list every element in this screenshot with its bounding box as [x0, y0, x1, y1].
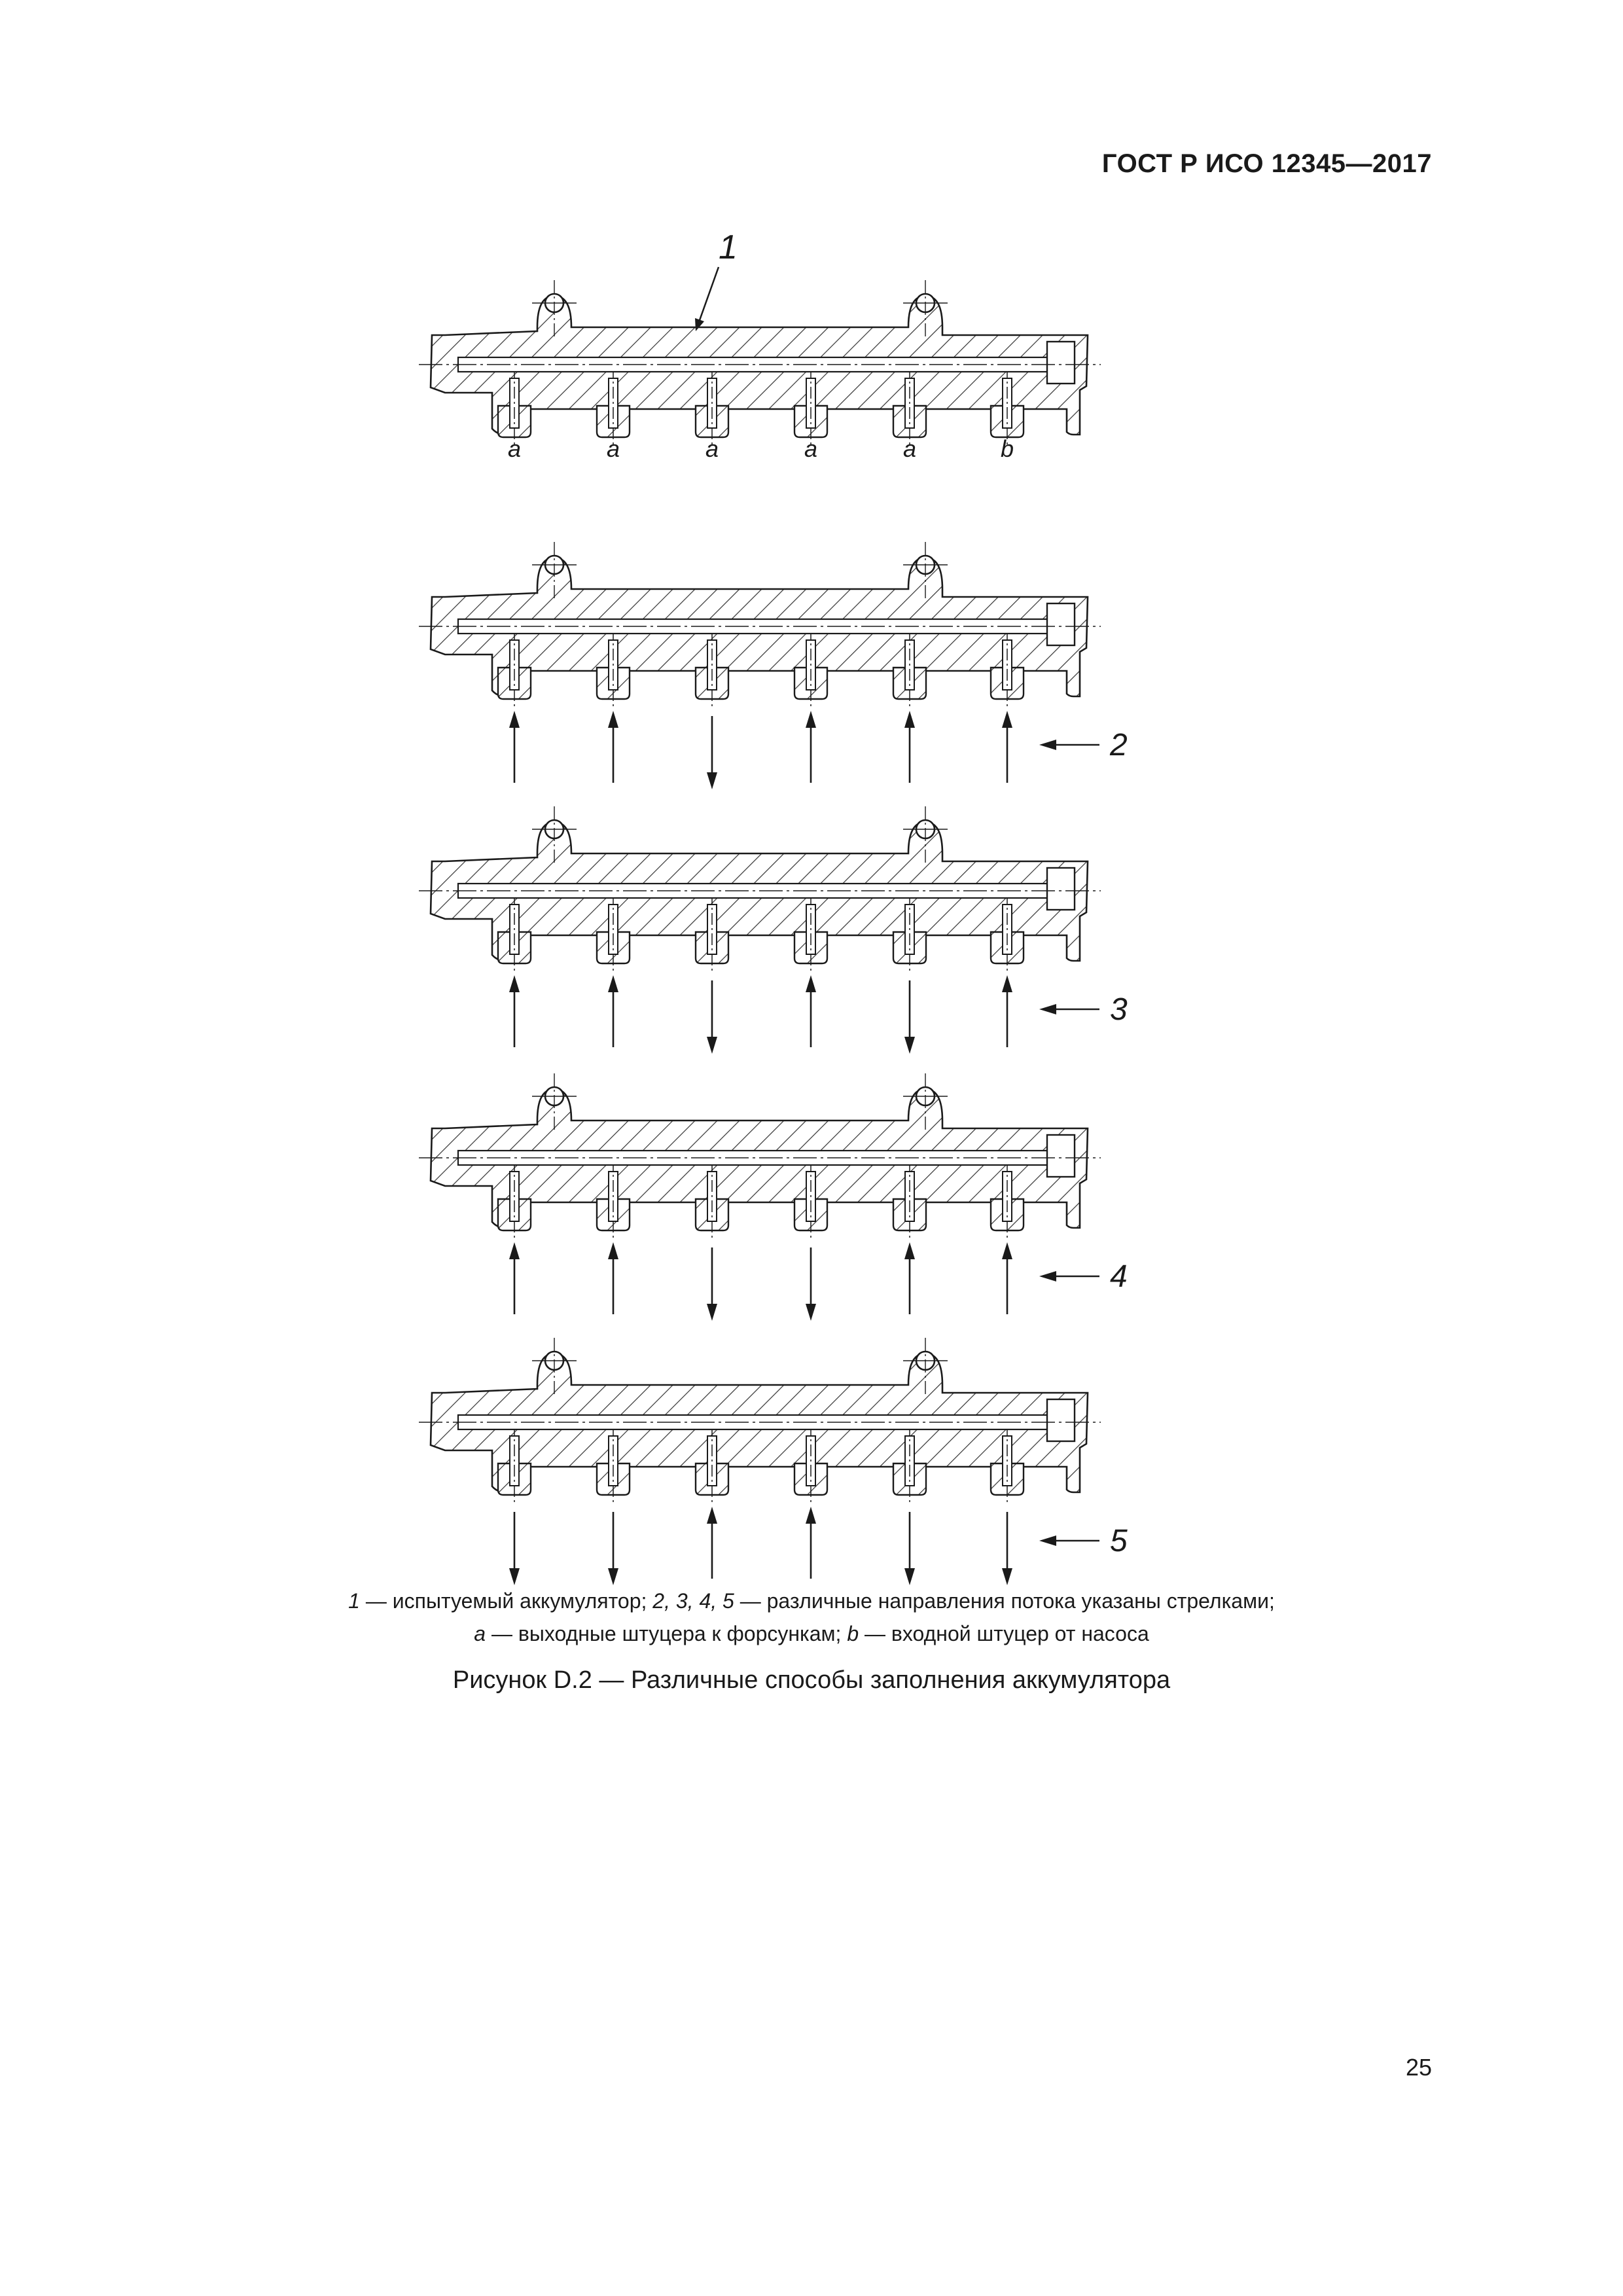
flow-arrow-6-up — [1002, 1242, 1012, 1314]
page-number: 25 — [1405, 2054, 1432, 2081]
legend-key-2345: 2, 3, 4, 5 — [652, 1589, 734, 1613]
standard-header: ГОСТ Р ИСО 12345—2017 — [1101, 149, 1432, 178]
accumulator-rail-2 — [419, 542, 1128, 789]
inlet-bore — [1047, 1135, 1075, 1177]
configuration-callout-5 — [1039, 1524, 1128, 1558]
configuration-callout-3 — [1039, 992, 1128, 1027]
legend-key-b: b — [847, 1622, 859, 1645]
accumulator-rail-4 — [419, 1073, 1128, 1321]
flow-arrow-3-up — [707, 1507, 717, 1579]
flow-arrow-6-down — [1002, 1512, 1012, 1585]
callout-1-label: 1 — [719, 228, 738, 266]
legend-text-b: — входной штуцер от насоса — [859, 1622, 1149, 1645]
legend-key-1: 1 — [348, 1589, 360, 1613]
inlet-bore — [1047, 1399, 1075, 1441]
flow-arrow-5-up — [904, 1242, 915, 1314]
configuration-label-5: 5 — [1110, 1524, 1128, 1558]
callout-1 — [695, 228, 738, 331]
flow-arrow-2-up — [608, 711, 618, 783]
legend-line-1 — [0, 1589, 1623, 1613]
legend-line-2 — [0, 1622, 1623, 1646]
legend-text-2345: — различные направления потока указаны стрелками; — [734, 1589, 1275, 1613]
port-label-4: a — [804, 435, 818, 462]
flow-arrow-4-down — [806, 1247, 816, 1321]
flow-arrow-5-down — [904, 980, 915, 1054]
flow-arrow-4-up — [806, 711, 816, 783]
configuration-label-2: 2 — [1110, 728, 1128, 762]
flow-arrow-2-down — [608, 1512, 618, 1585]
flow-arrow-1-up — [509, 711, 520, 783]
flow-arrow-6-up — [1002, 711, 1012, 783]
legend-key-a: a — [474, 1622, 486, 1645]
flow-arrow-5-down — [904, 1512, 915, 1585]
flow-arrow-4-up — [806, 975, 816, 1047]
flow-arrow-5-up — [904, 711, 915, 783]
inlet-bore — [1047, 603, 1075, 645]
port-label-6: b — [1000, 435, 1014, 462]
flow-arrow-1-up — [509, 975, 520, 1047]
flow-arrow-2-up — [608, 1242, 618, 1314]
flow-arrow-3-down — [707, 716, 717, 789]
legend-text-1: — испытуемый аккумулятор; — [359, 1589, 653, 1613]
flow-arrow-4-up — [806, 1507, 816, 1579]
flow-arrow-3-down — [707, 1247, 717, 1321]
inlet-bore — [1047, 342, 1075, 384]
configuration-label-4: 4 — [1110, 1259, 1128, 1294]
port-label-1: a — [507, 435, 522, 462]
port-label-5: a — [902, 435, 917, 462]
port-label-3: a — [705, 435, 719, 462]
flow-arrow-6-up — [1002, 975, 1012, 1047]
legend-text-a: — выходные штуцера к форсункам; — [486, 1622, 847, 1645]
flow-arrow-3-down — [707, 980, 717, 1054]
flow-arrow-1-up — [509, 1242, 520, 1314]
configuration-label-3: 3 — [1110, 992, 1128, 1027]
port-label-2: a — [606, 435, 620, 462]
inlet-bore — [1047, 868, 1075, 910]
flow-arrow-2-up — [608, 975, 618, 1047]
flow-arrow-1-down — [509, 1512, 520, 1585]
configuration-callout-2 — [1039, 728, 1128, 762]
configuration-callout-4 — [1039, 1259, 1128, 1294]
figure-title: Рисунок D.2 — Различные способы заполнения аккумулятора — [452, 1666, 1171, 1694]
accumulator-rail-1 — [419, 280, 1101, 462]
accumulator-rail-3 — [419, 806, 1128, 1054]
accumulator-rail-5 — [419, 1338, 1128, 1585]
